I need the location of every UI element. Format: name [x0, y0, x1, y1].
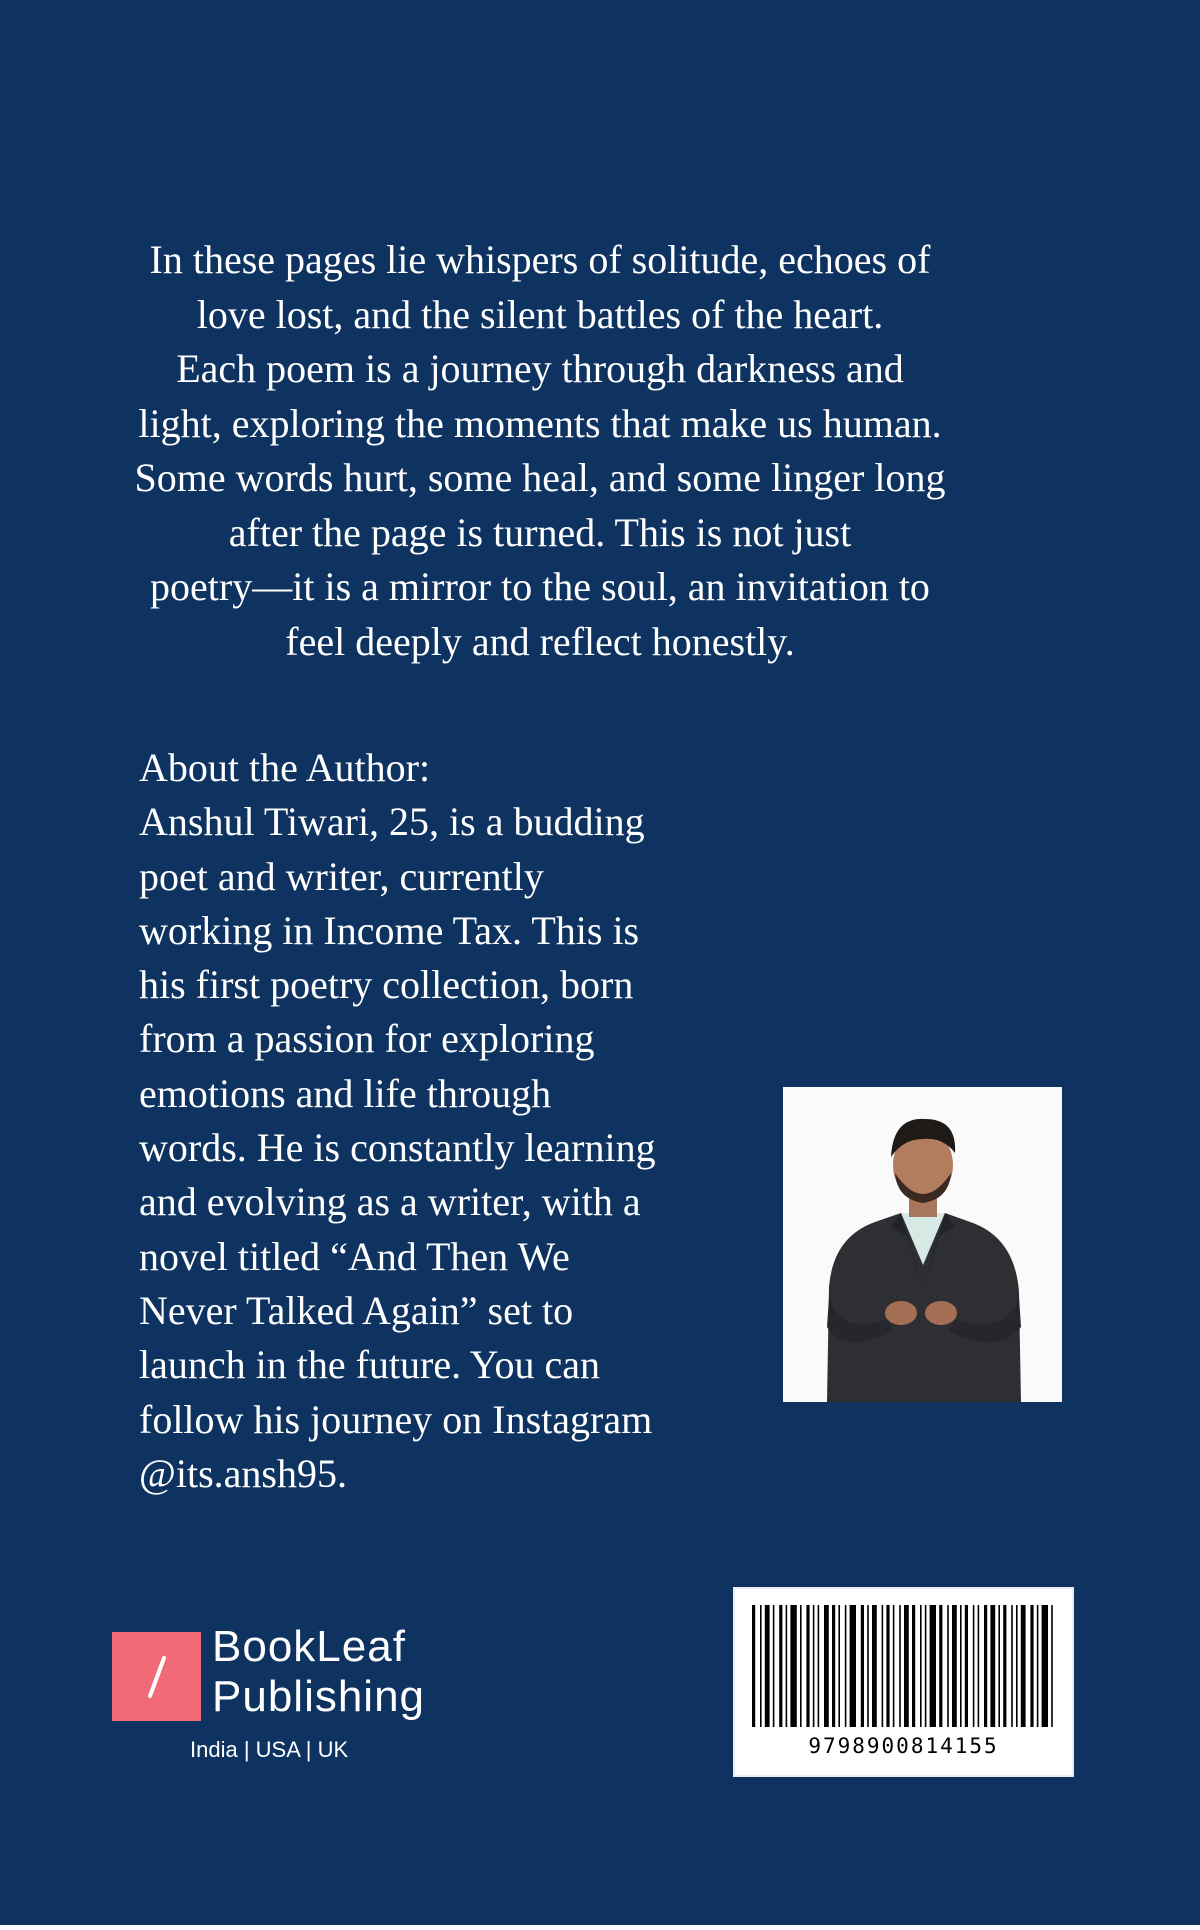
barcode-bar	[779, 1605, 782, 1727]
author-bio-line: words. He is constantly learning	[139, 1125, 656, 1171]
publisher-name-line: Publishing	[212, 1672, 426, 1721]
barcode-bar	[861, 1605, 864, 1727]
barcode-bar	[947, 1605, 949, 1727]
blurb-line: poetry—it is a mirror to the soul, an invitation to	[150, 564, 930, 609]
isbn-barcode	[735, 1589, 1072, 1775]
blurb-line: Each poem is a journey through darkness and	[176, 346, 904, 391]
barcode-bar	[1042, 1605, 1048, 1727]
blurb-line: feel deeply and reflect honestly.	[285, 618, 795, 664]
author-bio-line: @its.ansh95.	[139, 1450, 347, 1496]
barcode-bar	[965, 1605, 968, 1727]
publisher-name-line: BookLeaf	[212, 1622, 406, 1671]
barcode-bar	[882, 1605, 884, 1727]
barcode-bar	[930, 1605, 936, 1727]
barcode-bar	[899, 1605, 901, 1727]
barcode-bar	[984, 1605, 987, 1727]
author-bio-line: poet and writer, currently	[139, 853, 544, 899]
barcode-bar	[760, 1605, 762, 1727]
barcode-bar	[832, 1605, 835, 1727]
publisher-regions: India | USA | UK	[190, 1737, 349, 1762]
barcode-bar	[1003, 1605, 1006, 1727]
barcode-bar	[960, 1605, 962, 1727]
barcode-bar	[1037, 1605, 1039, 1727]
author-heading: About the Author:	[139, 745, 431, 790]
barcode-bar	[1011, 1605, 1013, 1727]
author-photo	[783, 1087, 1062, 1402]
barcode-bar	[790, 1605, 796, 1727]
isbn-number: 9798900814155	[808, 1734, 999, 1758]
blurb-line: light, exploring the moments that make us human.	[138, 400, 942, 446]
publisher-logo	[112, 1622, 452, 1770]
author-bio-line: and evolving as a writer, with a	[139, 1179, 641, 1225]
author-bio-line: Anshul Tiwari, 25, is a budding	[139, 799, 645, 845]
about-the-author	[139, 741, 699, 1501]
barcode-bar	[1030, 1605, 1033, 1727]
author-bio-line: emotions and life through	[139, 1070, 552, 1116]
barcode-bar	[813, 1605, 815, 1727]
barcode-bar	[952, 1605, 957, 1727]
barcode-bar	[752, 1605, 755, 1727]
barcode-bar	[765, 1605, 770, 1727]
blurb-line: after the page is turned. This is not just	[228, 509, 852, 555]
barcode-bar	[1051, 1605, 1053, 1727]
barcode-bar	[850, 1605, 856, 1727]
barcode-bar	[998, 1605, 1000, 1727]
barcode-bars	[752, 1605, 1055, 1727]
barcode-bar	[800, 1605, 802, 1727]
barcode-bar	[867, 1605, 869, 1727]
barcode-bar	[838, 1605, 840, 1727]
author-bio-line: novel titled “And Then We	[139, 1233, 570, 1279]
author-bio-line: working in Income Tax. This is	[139, 907, 640, 953]
barcode-bar	[845, 1605, 847, 1727]
barcode-bar	[973, 1605, 975, 1727]
barcode-bar	[818, 1605, 820, 1727]
author-bio-line: Never Talked Again” set to	[139, 1287, 574, 1333]
barcode-bar	[806, 1605, 809, 1727]
barcode-bar	[886, 1605, 889, 1727]
book-blurb	[110, 233, 970, 669]
barcode-bar	[893, 1605, 895, 1727]
barcode-bar	[786, 1605, 788, 1727]
barcode-bar	[773, 1605, 775, 1727]
barcode-bar	[939, 1605, 942, 1727]
blurb-line: In these pages lie whispers of solitude, echoes of	[149, 237, 931, 282]
barcode-bar	[1021, 1605, 1026, 1727]
barcode-bar	[904, 1605, 909, 1727]
barcode-bar	[978, 1605, 980, 1727]
author-bio-line: launch in the future. You can	[139, 1342, 601, 1388]
author-bio-line: his first poetry collection, born	[139, 962, 634, 1008]
author-bio-line: follow his journey on Instagram	[139, 1396, 653, 1442]
blurb-line: Some words hurt, some heal, and some linger long	[134, 455, 946, 500]
publisher-name	[212, 1622, 425, 1722]
logo-mark	[112, 1632, 201, 1721]
barcode-bar	[925, 1605, 927, 1727]
author-bio-line: from a passion for exploring	[139, 1016, 595, 1062]
barcode-bar	[872, 1605, 877, 1727]
barcode-bar	[1016, 1605, 1018, 1727]
barcode-bar	[912, 1605, 915, 1727]
blurb-line: love lost, and the silent battles of the heart.	[196, 291, 884, 337]
author-portrait-illustration	[783, 1087, 1062, 1402]
barcode-bar	[990, 1605, 995, 1727]
barcode-bar	[824, 1605, 829, 1727]
barcode-bar	[920, 1605, 922, 1727]
slash-icon	[112, 1632, 201, 1721]
